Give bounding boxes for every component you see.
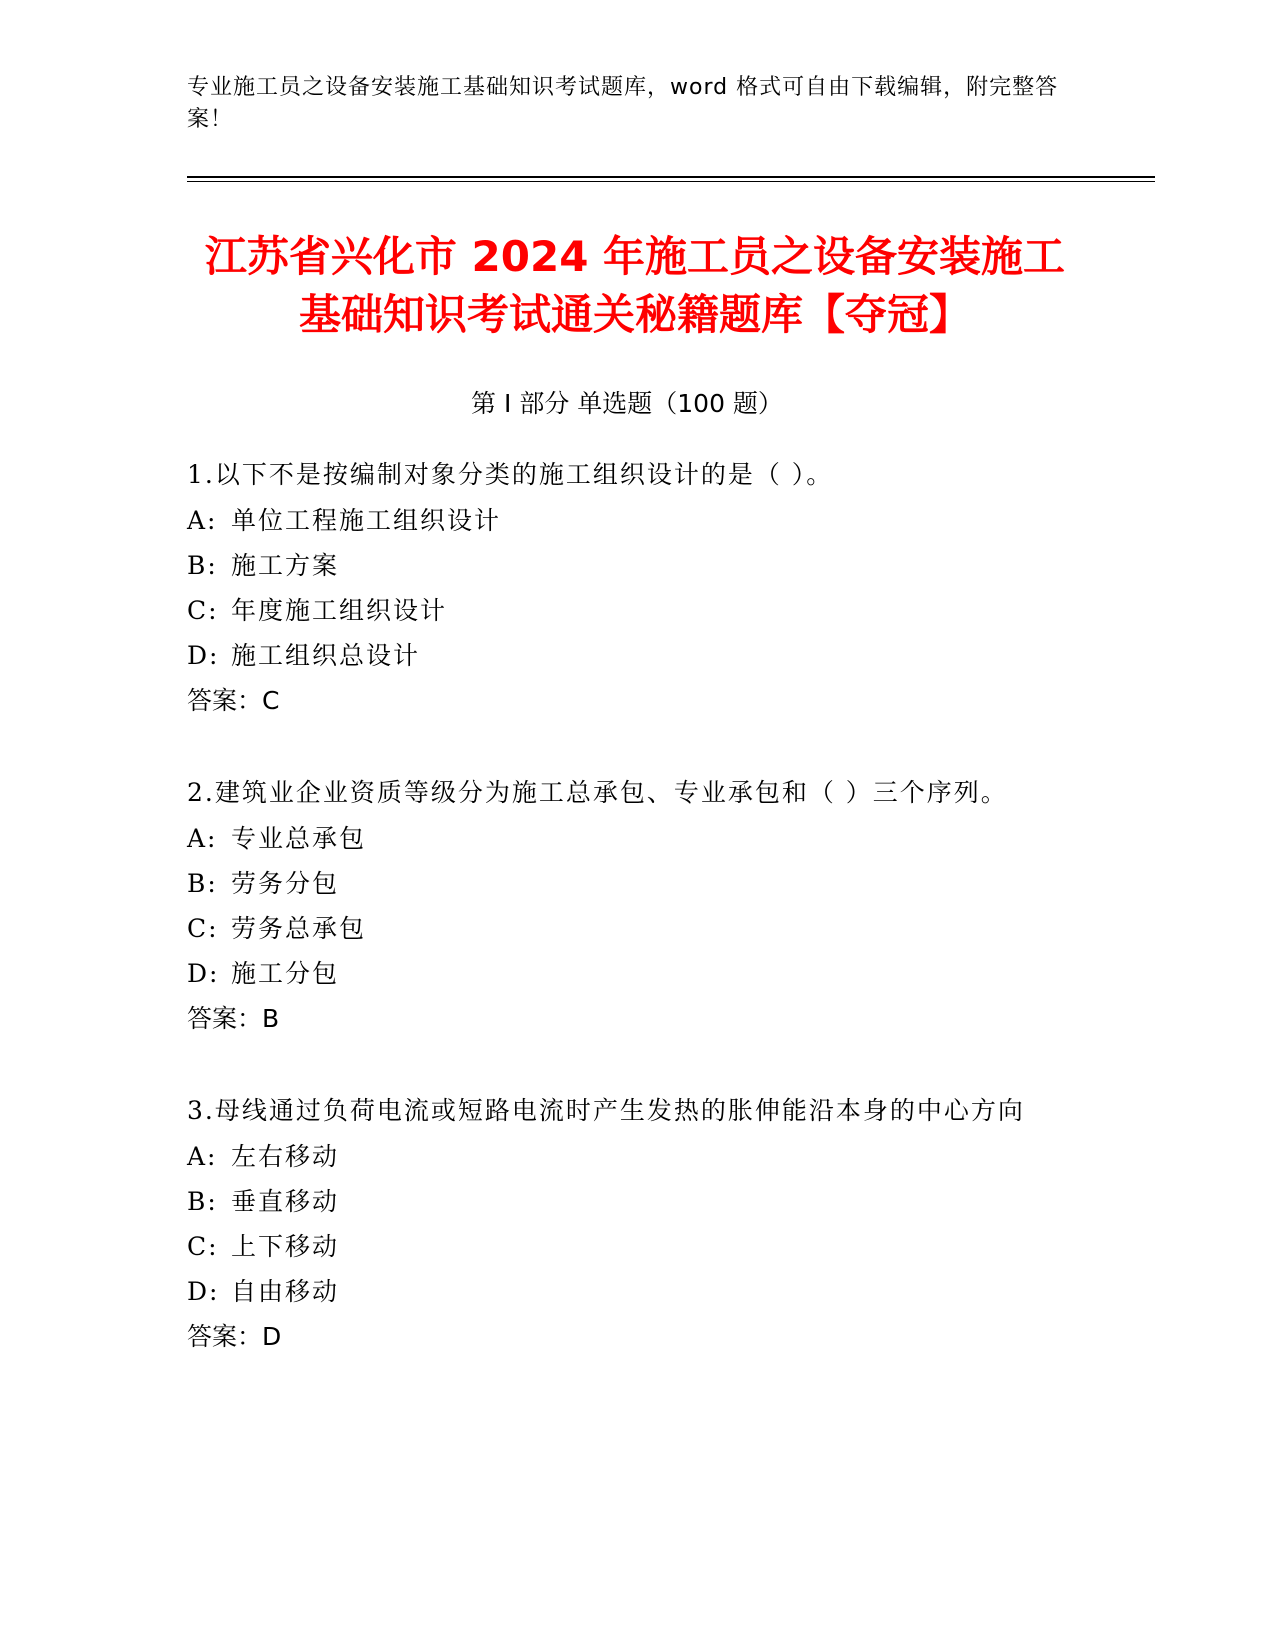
option-letter: A:	[187, 824, 218, 853]
option-text: 单位工程施工组织设计	[231, 506, 502, 535]
option-a	[187, 498, 1067, 543]
option-d	[187, 1269, 1067, 1314]
option-d	[187, 633, 1067, 678]
option-b	[187, 543, 1067, 588]
question-stem: 1.以下不是按编制对象分类的施工组织设计的是（ ）。	[187, 460, 834, 489]
option-text: 左右移动	[231, 1142, 340, 1171]
option-text: 年度施工组织设计	[231, 596, 448, 625]
option-c	[187, 906, 1067, 951]
option-letter: D:	[187, 1277, 220, 1306]
header-note: 专业施工员之设备安装施工基础知识考试题库，word 格式可自由下载编辑，附完整答案！	[187, 75, 1059, 132]
title-line-1: 江苏省兴化市 2024 年施工员之设备安装施工	[204, 232, 1066, 281]
option-letter: B:	[187, 869, 218, 898]
option-letter: C:	[187, 1232, 219, 1261]
answer: 答案：D	[187, 1322, 282, 1351]
option-letter: B:	[187, 1187, 218, 1216]
option-letter: B:	[187, 551, 218, 580]
option-c	[187, 1224, 1067, 1269]
header-divider-thick	[187, 176, 1155, 178]
option-letter: A:	[187, 506, 218, 535]
option-letter: C:	[187, 914, 219, 943]
option-b	[187, 1179, 1067, 1224]
header-divider-thin	[187, 181, 1155, 182]
option-text: 劳务分包	[231, 869, 340, 898]
option-text: 施工方案	[231, 551, 340, 580]
question-stem: 2.建筑业企业资质等级分为施工总承包、专业承包和（ ）三个序列。	[187, 778, 1008, 807]
answer: 答案：B	[187, 1004, 280, 1033]
option-text: 劳务总承包	[231, 914, 367, 943]
option-text: 垂直移动	[231, 1187, 340, 1216]
option-b	[187, 861, 1067, 906]
option-letter: C:	[187, 596, 219, 625]
option-text: 施工分包	[231, 959, 340, 988]
option-letter: D:	[187, 641, 220, 670]
section-title: 第 I 部分 单选题（100 题）	[471, 389, 783, 418]
option-a	[187, 816, 1067, 861]
question-3	[187, 1088, 1067, 1360]
answer: 答案：C	[187, 686, 280, 715]
option-text: 施工组织总设计	[231, 641, 421, 670]
option-letter: D:	[187, 959, 220, 988]
option-text: 自由移动	[231, 1277, 340, 1306]
option-a	[187, 1134, 1067, 1179]
option-d	[187, 951, 1067, 996]
option-letter: A:	[187, 1142, 218, 1171]
option-text: 上下移动	[231, 1232, 340, 1261]
question-2	[187, 770, 1067, 1042]
option-text: 专业总承包	[231, 824, 367, 853]
document-title	[150, 228, 1120, 344]
question-1	[187, 452, 1067, 724]
question-stem: 3.母线通过负荷电流或短路电流时产生发热的胀伸能沿本身的中心方向	[187, 1096, 1025, 1125]
title-line-2: 基础知识考试通关秘籍题库【夺冠】	[298, 290, 971, 339]
option-c	[187, 588, 1067, 633]
